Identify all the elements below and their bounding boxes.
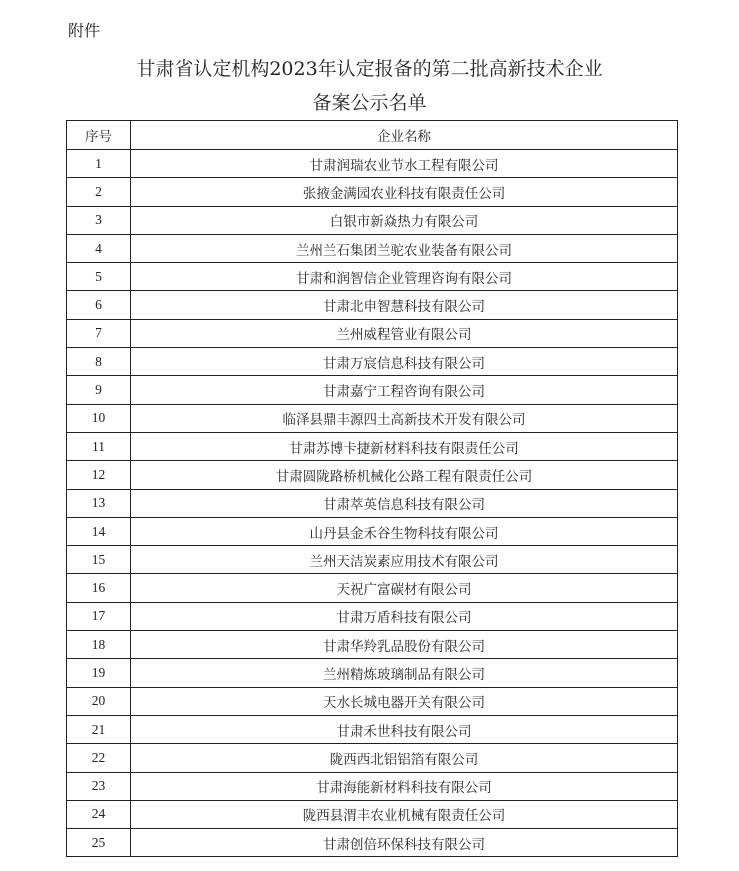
table-row (67, 659, 678, 687)
company-name: 甘肃华羚乳品股份有限公司 (131, 631, 678, 659)
row-index: 17 (67, 602, 131, 630)
company-name: 甘肃创倍环保科技有限公司 (131, 829, 678, 857)
company-name: 甘肃万盾科技有限公司 (131, 602, 678, 630)
row-index: 23 (67, 772, 131, 800)
company-name: 甘肃和润智信企业管理咨询有限公司 (131, 263, 678, 291)
row-index: 18 (67, 631, 131, 659)
table-row (67, 489, 678, 517)
header-company-name: 企业名称 (131, 121, 678, 150)
company-name: 天祝广富碳材有限公司 (131, 574, 678, 602)
header-index: 序号 (67, 121, 131, 150)
table-row (67, 150, 678, 178)
table-row (67, 772, 678, 800)
row-index: 6 (67, 291, 131, 319)
table-row (67, 461, 678, 489)
table-row (67, 348, 678, 376)
table-header-row (67, 121, 678, 150)
company-name: 甘肃圆陇路桥机械化公路工程有限责任公司 (131, 461, 678, 489)
row-index: 12 (67, 461, 131, 489)
company-table (66, 120, 678, 857)
row-index: 10 (67, 404, 131, 432)
row-index: 22 (67, 744, 131, 772)
table-row (67, 178, 678, 206)
table-row (67, 687, 678, 715)
company-name: 陇西县渭丰农业机械有限责任公司 (131, 800, 678, 828)
table-row (67, 574, 678, 602)
row-index: 20 (67, 687, 131, 715)
company-name: 兰州天洁炭素应用技术有限公司 (131, 546, 678, 574)
company-name: 甘肃苏博卡捷新材料科技有限责任公司 (131, 432, 678, 460)
company-name: 山丹县金禾谷生物科技有限公司 (131, 517, 678, 545)
table-row (67, 546, 678, 574)
table-row (67, 432, 678, 460)
row-index: 7 (67, 319, 131, 347)
table-row (67, 517, 678, 545)
company-name: 天水长城电器开关有限公司 (131, 687, 678, 715)
table-row (67, 234, 678, 262)
table-row (67, 291, 678, 319)
row-index: 1 (67, 150, 131, 178)
company-name: 甘肃萃英信息科技有限公司 (131, 489, 678, 517)
company-name: 白银市新焱热力有限公司 (131, 206, 678, 234)
row-index: 13 (67, 489, 131, 517)
row-index: 16 (67, 574, 131, 602)
document-subtitle: 备案公示名单 (312, 92, 427, 114)
row-index: 19 (67, 659, 131, 687)
company-name: 甘肃北申智慧科技有限公司 (131, 291, 678, 319)
table-row (67, 319, 678, 347)
document-title: 甘肃省认定机构2023年认定报备的第二批高新技术企业 (136, 58, 603, 80)
row-index: 2 (67, 178, 131, 206)
table-row (67, 744, 678, 772)
row-index: 15 (67, 546, 131, 574)
company-name: 陇西西北铝铝箔有限公司 (131, 744, 678, 772)
table-row (67, 631, 678, 659)
table-row (67, 829, 678, 857)
row-index: 3 (67, 206, 131, 234)
table-row (67, 602, 678, 630)
row-index: 14 (67, 517, 131, 545)
row-index: 8 (67, 348, 131, 376)
company-name: 甘肃万宸信息科技有限公司 (131, 348, 678, 376)
table-row (67, 404, 678, 432)
company-name: 甘肃嘉宁工程咨询有限公司 (131, 376, 678, 404)
table-row (67, 800, 678, 828)
attachment-label: 附件 (68, 21, 101, 40)
company-name: 甘肃海能新材料科技有限公司 (131, 772, 678, 800)
company-name: 张掖金满园农业科技有限责任公司 (131, 178, 678, 206)
table-row (67, 206, 678, 234)
row-index: 9 (67, 376, 131, 404)
row-index: 4 (67, 234, 131, 262)
table-row (67, 376, 678, 404)
company-name: 甘肃润瑞农业节水工程有限公司 (131, 150, 678, 178)
company-name: 临泽县鼎丰源四土高新技术开发有限公司 (131, 404, 678, 432)
row-index: 25 (67, 829, 131, 857)
table-row (67, 263, 678, 291)
company-name: 甘肃禾世科技有限公司 (131, 715, 678, 743)
row-index: 5 (67, 263, 131, 291)
row-index: 24 (67, 800, 131, 828)
row-index: 11 (67, 432, 131, 460)
row-index: 21 (67, 715, 131, 743)
table-row (67, 715, 678, 743)
company-name: 兰州威程管业有限公司 (131, 319, 678, 347)
company-name: 兰州精炼玻璃制品有限公司 (131, 659, 678, 687)
company-name: 兰州兰石集团兰驼农业装备有限公司 (131, 234, 678, 262)
